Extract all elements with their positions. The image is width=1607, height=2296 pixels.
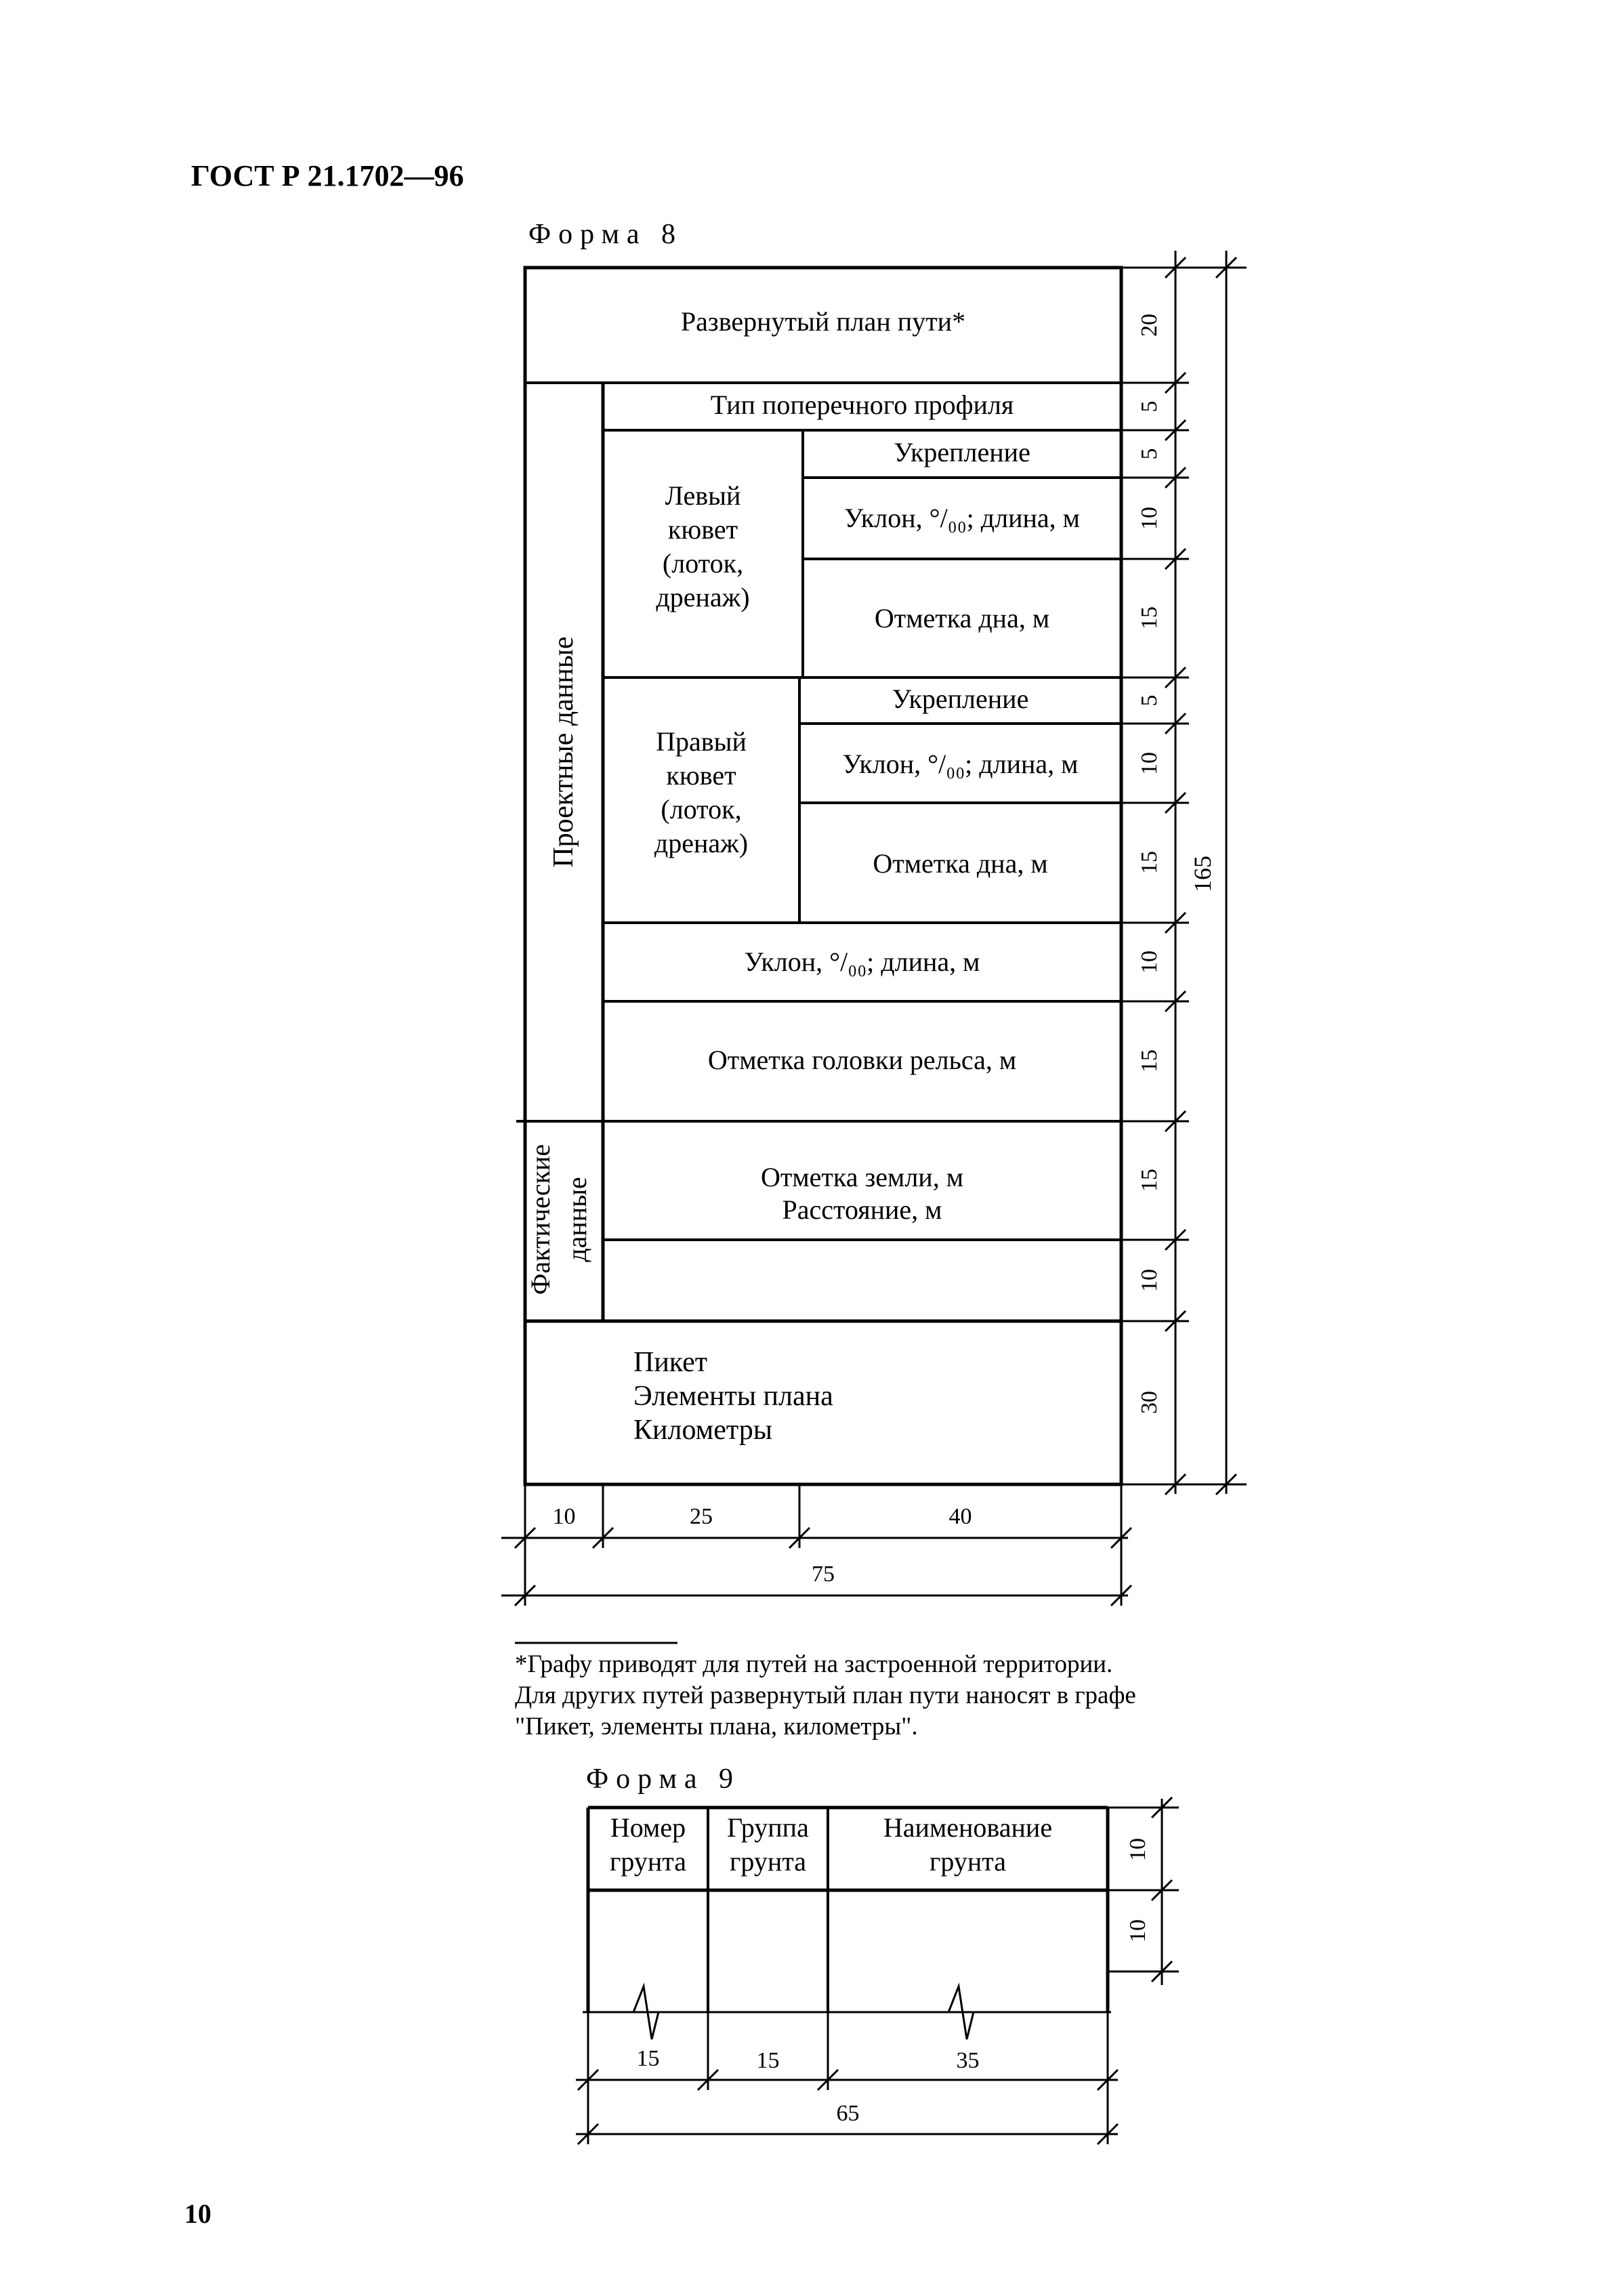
dim-row-12: 10 — [1137, 1269, 1162, 1292]
dim-row-1: 20 — [1137, 314, 1162, 337]
dim-row-4: 10 — [1137, 507, 1162, 530]
form9-dim-col-3: 35 — [956, 2048, 980, 2073]
dim-col-3: 40 — [948, 1504, 972, 1529]
dim-row-6: 5 — [1137, 694, 1162, 707]
form8-caption: Форма 8 — [528, 219, 683, 250]
dim-total-height: 165 — [1189, 856, 1216, 892]
dim-col-2: 25 — [690, 1504, 713, 1529]
dim-row-3: 5 — [1137, 448, 1162, 460]
left-slope-label: Уклон, °/₀₀; длина, м — [844, 503, 1080, 533]
right-ditch-label-3: (лоток, — [661, 794, 742, 825]
dim-row-5: 15 — [1137, 606, 1162, 629]
form9-dim-total-width: 65 — [836, 2101, 860, 2126]
left-ditch-label-2: кювет — [667, 514, 738, 545]
dim-row-13: 30 — [1137, 1391, 1162, 1414]
right-ditch-label-1: Правый — [656, 726, 747, 757]
expanded-plan-label: Развернутый план пути* — [680, 306, 966, 337]
actual-data-side-label-1: Фактические — [525, 1144, 556, 1295]
picket-label: Пикет — [633, 1347, 708, 1378]
col-soil-number-2: грунта — [609, 1846, 686, 1877]
footnote-line-1: *Графу приводят для путей на застроенной территории. — [515, 1650, 1113, 1678]
dim-row-11: 15 — [1137, 1169, 1162, 1192]
rail-head-mark-label: Отметка головки рельса, м — [707, 1045, 1017, 1075]
left-ditch-label-4: дренаж) — [656, 582, 750, 612]
kilometers-label: Километры — [633, 1415, 772, 1446]
right-slope-label: Уклон, °/₀₀; длина, м — [842, 749, 1079, 779]
design-data-side-label: Проектные данные — [548, 636, 579, 868]
document-header: ГОСТ Р 21.1702—96 — [191, 159, 464, 192]
footnote-line-3: "Пикет, элементы плана, километры". — [515, 1713, 918, 1740]
form9-caption: Форма 9 — [586, 1763, 740, 1795]
right-bottom-mark-label: Отметка дна, м — [873, 848, 1048, 879]
dim-row-8: 15 — [1137, 851, 1162, 874]
cross-profile-type-label: Тип поперечного профиля — [710, 390, 1014, 420]
col-soil-name-1: Наименование — [883, 1812, 1053, 1843]
left-ditch-label-1: Левый — [665, 480, 741, 511]
col-soil-name-2: грунта — [929, 1846, 1006, 1877]
dim-row-9: 10 — [1137, 951, 1162, 974]
form9-dim-row-2: 10 — [1125, 1919, 1150, 1942]
actual-data-side-label-2: данные — [562, 1177, 592, 1262]
right-ditch-label-2: кювет — [666, 760, 736, 791]
dim-col-1: 10 — [552, 1504, 576, 1529]
footnote-line-2: Для других путей развернутый план пути наносят в графе — [515, 1682, 1136, 1709]
distance-label: Расстояние, м — [782, 1194, 942, 1225]
right-reinforcement-label: Укрепление — [892, 684, 1029, 714]
col-soil-number-1: Номер — [610, 1812, 686, 1843]
dim-total-width: 75 — [812, 1562, 835, 1587]
plan-elements-label: Элементы плана — [633, 1381, 833, 1412]
page-number: 10 — [184, 2198, 211, 2229]
col-soil-group-1: Группа — [727, 1812, 809, 1843]
form9-dim-col-1: 15 — [636, 2046, 660, 2071]
right-ditch-label-4: дренаж) — [654, 828, 749, 858]
dim-row-10: 15 — [1137, 1049, 1162, 1072]
left-ditch-label-3: (лоток, — [662, 548, 744, 579]
left-reinforcement-label: Укрепление — [894, 437, 1030, 467]
slope-length-label: Уклон, °/₀₀; длина, м — [744, 946, 980, 977]
dim-row-2: 5 — [1137, 400, 1162, 413]
form9-dim-col-2: 15 — [756, 2048, 780, 2073]
form9-dim-row-1: 10 — [1125, 1838, 1150, 1861]
left-bottom-mark-label: Отметка дна, м — [874, 603, 1050, 633]
ground-mark-label: Отметка земли, м — [760, 1162, 964, 1192]
col-soil-group-2: грунта — [729, 1846, 806, 1877]
dim-row-7: 10 — [1137, 752, 1162, 775]
